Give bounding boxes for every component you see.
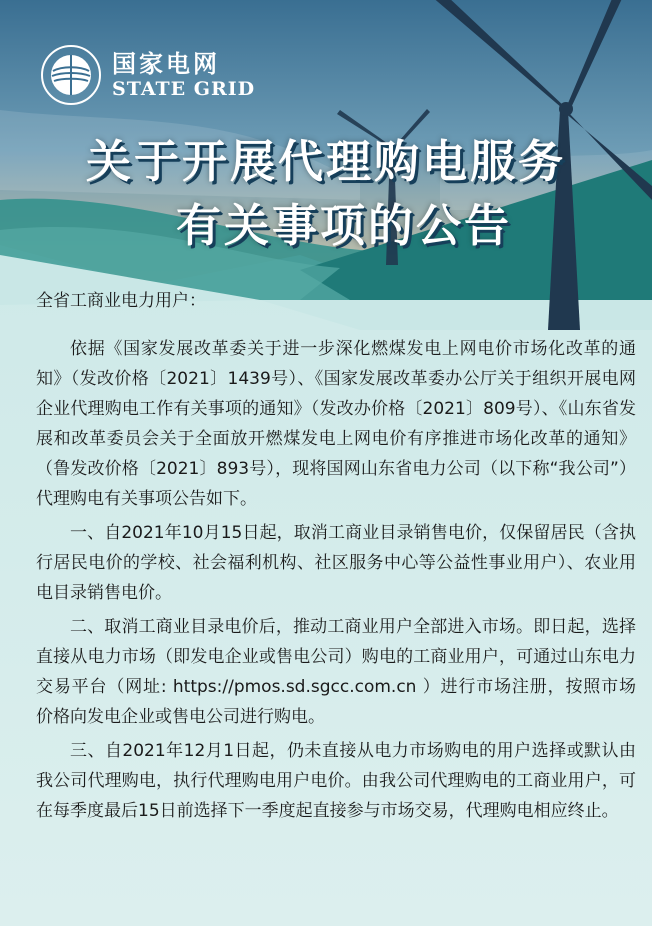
paragraph-item-2: 二、取消工商业目录电价后，推动工商业用户全部进入市场。即日起，选择直接从电力市场（即发电企业或售电公司）购电的工商业用户，可通过山东电力交易平台（网址: https://pmos.sd.sgcc.com.cn ）进行市场注册，按照市场价格向发电企业或售电公司进行购电。 [36, 617, 636, 727]
paragraph-item-1: 一、自2021年10月15日起，取消工商业目录销售电价，仅保留居民（含执行居民电价的学校、社会福利机构、社区服务中心等公益性事业用户）、农业用电目录销售电价。 [36, 523, 636, 603]
page-title-line-1: 关于开展代理购电服务 [85, 135, 566, 188]
state-grid-emblem-icon [40, 44, 102, 106]
paragraph-basis: 依据《国家发展改革委关于进一步深化燃煤发电上网电价市场化改革的通知》（发改价格〔2021〕1439号）、《国家发展改革委办公厅关于组织开展电网企业代理购电工作有关事项的通知》（发改办价格〔2021〕809号）、《山东省发展和改革委员会关于全面放开燃煤发电上网电价有序推进市场化改革的通知》（鲁发改价格〔2021〕893号），现将国网山东省电力公司（以下称“我公司”）代理购电有关事项公告如下。 [36, 339, 636, 509]
announcement-body [36, 286, 636, 826]
greeting: 全省工商业电力用户： [36, 291, 206, 311]
page-title-line-2: 有关事项的公告 [175, 199, 512, 252]
logo-chinese-name: 国家电网 [112, 50, 220, 78]
state-grid-logo [40, 44, 255, 106]
logo-english-name: STATE GRID [112, 78, 256, 100]
paragraph-item-3: 三、自2021年12月1日起，仍未直接从电力市场购电的用户选择或默认由我公司代理购电，执行代理购电用户电价。由我公司代理购电的工商业用户，可在每季度最后15日前选择下一季度起直接参与市场交易，代理购电相应终止。 [36, 741, 636, 821]
